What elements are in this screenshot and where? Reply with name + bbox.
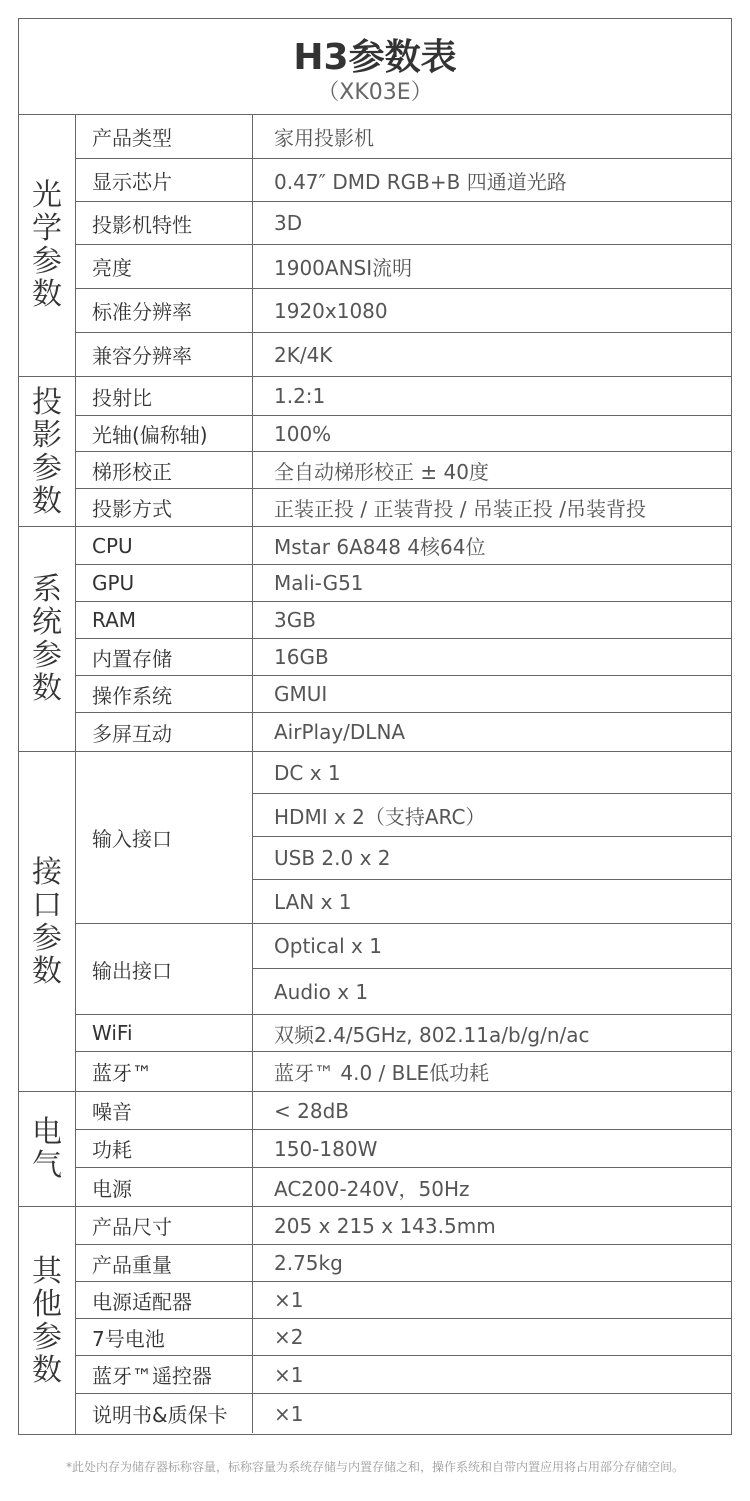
row-value: 正装正投 / 正装背投 / 吊装正投 /吊装背投 — [274, 497, 647, 521]
table-row — [75, 416, 731, 452]
row-value: 3D — [274, 211, 303, 235]
row-value: AC200-240V，50Hz — [274, 1176, 470, 1201]
table-row — [75, 114, 731, 159]
table-row — [75, 1207, 731, 1245]
row-value: 1900ANSI流明 — [274, 256, 413, 280]
page-title: H3参数表 — [293, 37, 457, 78]
output-ports-group — [75, 924, 731, 1015]
row-label: RAM — [75, 602, 253, 638]
row-label: 电源 — [75, 1168, 253, 1206]
table-row — [75, 489, 731, 526]
footnote: *此处内存为储存器标称容量，标称容量为系统存储与内置存储之和，操作系统和自带内置应用将占用部分存储空间。 — [65, 1460, 684, 1474]
section-title-interfaces: 接口参数 — [19, 752, 76, 1091]
title-header — [19, 19, 731, 115]
row-label: 亮度 — [75, 245, 253, 288]
table-row — [75, 1394, 731, 1433]
table-row — [75, 377, 731, 416]
table-row — [75, 1356, 731, 1394]
section-optical — [19, 114, 731, 377]
row-label: 显示芯片 — [75, 159, 253, 201]
row-label: 输入接口 — [75, 752, 253, 923]
table-row — [75, 202, 731, 245]
row-value: 150-180W — [274, 1136, 378, 1161]
section-title-optical: 光学参数 — [19, 114, 76, 376]
row-label: 产品尺寸 — [75, 1207, 253, 1244]
row-label: 蓝牙™遥控器 — [75, 1356, 253, 1393]
table-row — [75, 333, 731, 376]
row-label: 功耗 — [75, 1130, 253, 1167]
table-row — [75, 565, 731, 602]
section-others — [19, 1207, 731, 1434]
row-value: GMUI — [274, 682, 328, 706]
table-row — [75, 1168, 731, 1206]
section-system — [19, 527, 731, 752]
row-label: 产品重量 — [75, 1245, 253, 1281]
row-label: CPU — [75, 527, 253, 564]
table-row — [75, 639, 731, 676]
section-title-others: 其他参数 — [19, 1207, 76, 1434]
table-row — [75, 527, 731, 565]
row-value: 双频2.4/5GHz, 802.11a/b/g/n/ac — [274, 1022, 590, 1047]
row-value: 100% — [274, 421, 332, 446]
row-value: 2K/4K — [274, 342, 333, 367]
table-row — [75, 713, 731, 751]
row-value: USB 2.0 x 2 — [253, 837, 731, 880]
row-value: ×1 — [274, 1288, 304, 1312]
table-row — [75, 1282, 731, 1319]
input-ports-group — [75, 752, 731, 924]
row-label: 7号电池 — [75, 1319, 253, 1355]
table-row — [75, 289, 731, 333]
table-row — [75, 452, 731, 489]
row-label: 操作系统 — [75, 676, 253, 712]
model-code: （XK03E） — [317, 80, 433, 105]
row-value: 16GB — [274, 645, 329, 669]
row-label: 梯形校正 — [75, 452, 253, 488]
row-value: Mstar 6A848 4核64位 — [274, 535, 486, 559]
row-label: 多屏互动 — [75, 713, 253, 751]
row-label: 投射比 — [75, 377, 253, 415]
row-value: ×1 — [274, 1362, 304, 1387]
row-value: 1.2:1 — [274, 384, 326, 408]
table-row — [75, 1092, 731, 1130]
row-value: 家用投影机 — [274, 125, 374, 150]
row-value: ×2 — [274, 1325, 304, 1349]
row-label: 说明书&质保卡 — [75, 1394, 253, 1433]
spec-table — [18, 18, 732, 1435]
row-label: 蓝牙™ — [75, 1052, 253, 1091]
section-electrical — [19, 1092, 731, 1207]
table-row — [75, 1130, 731, 1168]
row-label: 标准分辨率 — [75, 289, 253, 332]
section-projection — [19, 377, 731, 527]
row-value: Optical x 1 — [253, 924, 731, 969]
table-row — [75, 245, 731, 289]
row-label: 输出接口 — [75, 924, 253, 1014]
table-row — [75, 1052, 731, 1091]
section-title-system: 系统参数 — [19, 527, 76, 751]
row-value: 2.75kg — [274, 1251, 343, 1275]
row-value: 205 x 215 x 143.5mm — [274, 1213, 496, 1238]
row-value: HDMI x 2（支持ARC） — [253, 794, 731, 837]
row-label: WiFi — [75, 1015, 253, 1051]
row-value: < 28dB — [274, 1098, 349, 1123]
table-row — [75, 676, 731, 713]
section-title-projection: 投影参数 — [19, 377, 76, 526]
row-label: 兼容分辨率 — [75, 333, 253, 376]
row-value: 0.47″ DMD RGB+B 四通道光路 — [274, 169, 567, 194]
row-value: ×1 — [274, 1401, 304, 1426]
row-label: 光轴(偏称轴) — [75, 416, 253, 451]
row-label: 电源适配器 — [75, 1282, 253, 1318]
table-row — [75, 159, 731, 202]
row-value: 蓝牙™ 4.0 / BLE低功耗 — [274, 1061, 490, 1085]
table-row — [75, 602, 731, 639]
row-value: Mali-G51 — [274, 571, 364, 595]
row-value: 全自动梯形校正 ± 40度 — [274, 459, 489, 484]
table-row — [75, 1015, 731, 1052]
table-row — [75, 1319, 731, 1356]
row-value: Audio x 1 — [274, 979, 369, 1004]
row-value: LAN x 1 — [274, 889, 352, 914]
row-label: 噪音 — [75, 1092, 253, 1129]
section-title-electrical: 电气 — [19, 1092, 76, 1206]
row-value: DC x 1 — [253, 752, 731, 794]
row-label: 产品类型 — [75, 114, 253, 158]
row-value: AirPlay/DLNA — [274, 720, 406, 744]
table-row — [75, 1245, 731, 1282]
row-label: 内置存储 — [75, 639, 253, 675]
row-label: GPU — [75, 565, 253, 601]
row-value: 3GB — [274, 608, 316, 632]
section-interfaces — [19, 752, 731, 1092]
row-label: 投影机特性 — [75, 202, 253, 244]
row-value: 1920x1080 — [274, 298, 388, 323]
row-label: 投影方式 — [75, 489, 253, 526]
